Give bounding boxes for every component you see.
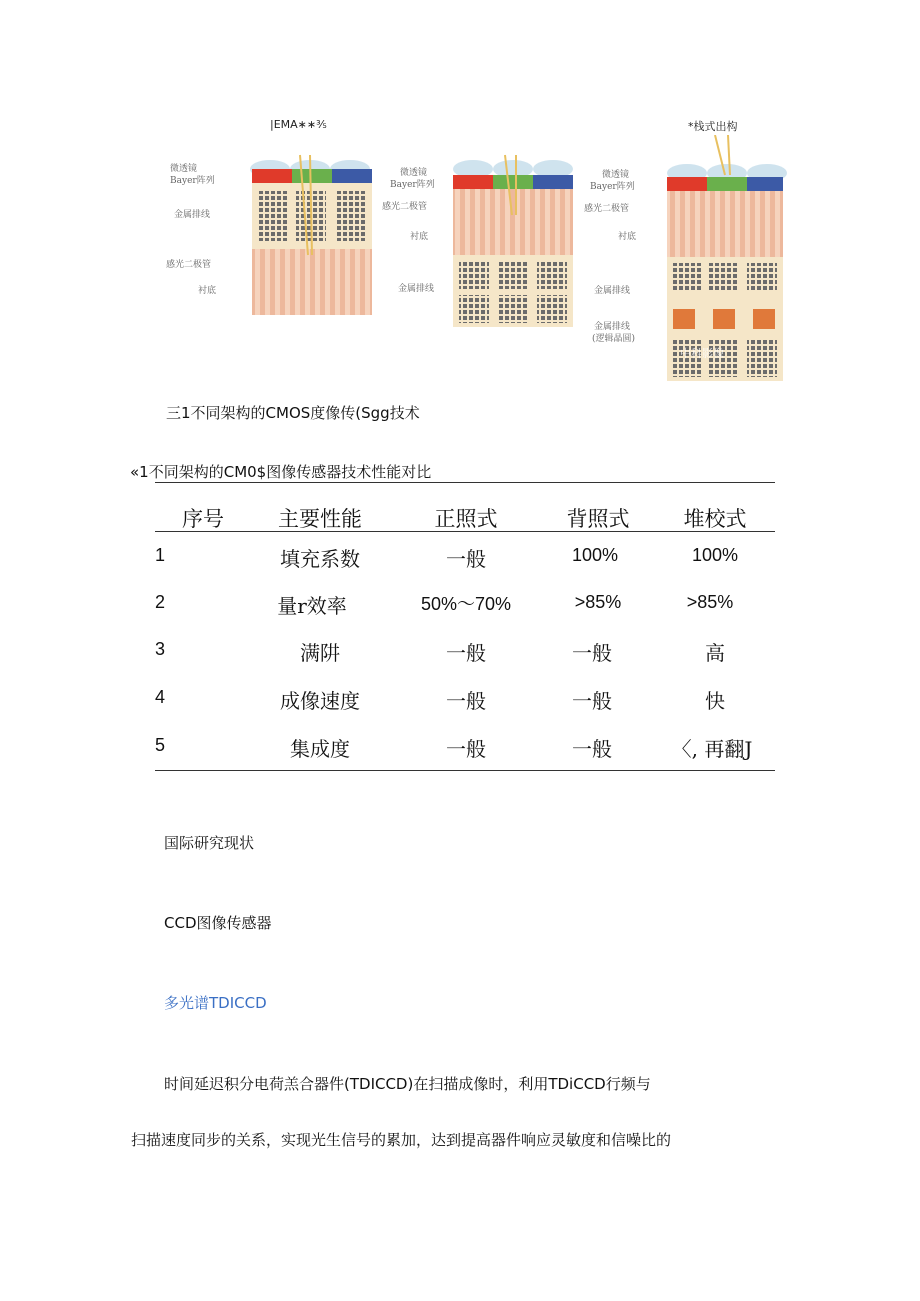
table-cell: 高 (705, 641, 725, 665)
label: 金属排线 (594, 322, 631, 332)
table-cell: 一般 (446, 737, 486, 761)
label: 感光二极管 (584, 204, 630, 214)
paragraph-line-1: 时间延迟积分电荷羔合器件(TDICCD)在扫描成像时，利用TDiCCD行频与 (164, 1075, 651, 1093)
table-cell: 一般 (572, 641, 612, 665)
panel-front-illuminated (166, 155, 372, 315)
table-cell: 一般 (446, 689, 486, 713)
table-cell: 量r效率 (277, 594, 347, 618)
table-cell: 3 (154, 639, 166, 659)
table-bottom-rule (155, 770, 775, 771)
label: 衬底 (618, 232, 637, 242)
label: 感光二极管 (166, 260, 212, 270)
label: 微透镜 (602, 170, 630, 180)
panel-stacked (584, 135, 787, 381)
table-cell: 〈, 再翻J (671, 737, 753, 761)
label: Bayer阵列 (170, 176, 215, 186)
table-cell: 100% (571, 545, 619, 565)
label: 微透镜 (170, 164, 198, 174)
header-index: 序号 (182, 507, 224, 531)
label: Bayer阵列 (590, 182, 635, 192)
table-cell: 集成度 (290, 737, 350, 761)
table-cell: 成像速度 (280, 689, 360, 713)
label: (逻辑晶圆) (592, 334, 636, 344)
label: 微透镜 (400, 168, 428, 178)
label: 衬底 (198, 286, 217, 296)
table-cell: 4 (154, 687, 166, 707)
table-cell: 一般 (446, 547, 486, 571)
paragraph-line-2: 扫描速度同步的关系，实现光生信号的累加，达到提高器件响应灵敏度和信噪比的 (131, 1131, 672, 1149)
label: 金属排线 (174, 210, 211, 220)
table-cell: 填充系数 (280, 547, 360, 571)
label: 金属排线 (594, 286, 631, 296)
table-cell: >85% (686, 592, 734, 612)
table-cell: 50%～70% (420, 594, 512, 614)
table-cell: 一般 (572, 737, 612, 761)
table-cell: 满阱 (300, 641, 340, 665)
table-cell: 快 (705, 689, 725, 713)
panel1-title: |EMA∗∗⅗ (270, 118, 327, 131)
header-metric: 主要性能 (278, 507, 362, 531)
cmos-architecture-figure (150, 135, 790, 385)
panel-back-illuminated (382, 155, 573, 327)
header-back: 背照式 (566, 507, 630, 531)
panel3-title: *栈式出构 (688, 120, 738, 133)
label: Bayer阵列 (390, 180, 435, 190)
table-cell: >85% (574, 592, 622, 612)
table-cell: 100% (691, 545, 739, 565)
watermark: 中科影像 (680, 347, 724, 360)
table-cell: 2 (154, 592, 166, 612)
section-heading-international: 国际研究现状 (164, 834, 255, 852)
section-heading-ccd: CCD图像传感器 (164, 914, 272, 932)
label: 衬底 (410, 232, 429, 242)
figure-caption: 三1不同架构的CMOS度像传(Sgg技术 (166, 404, 420, 422)
table-cell: 5 (154, 735, 166, 755)
header-stacked: 堆校式 (683, 507, 747, 531)
label: 金属排线 (398, 284, 435, 294)
table-title: «1不同架构的CM0$图像传感器技术性能对比 (130, 463, 432, 481)
table-top-rule (155, 482, 775, 483)
table-cell: 一般 (572, 689, 612, 713)
header-front: 正照式 (434, 507, 498, 531)
section-link-multispectral-tdiccd[interactable]: 多光谱TDICCD (164, 994, 267, 1012)
label: 感光二极管 (382, 202, 428, 212)
table-cell: 1 (154, 545, 166, 565)
table-cell: 一般 (446, 641, 486, 665)
